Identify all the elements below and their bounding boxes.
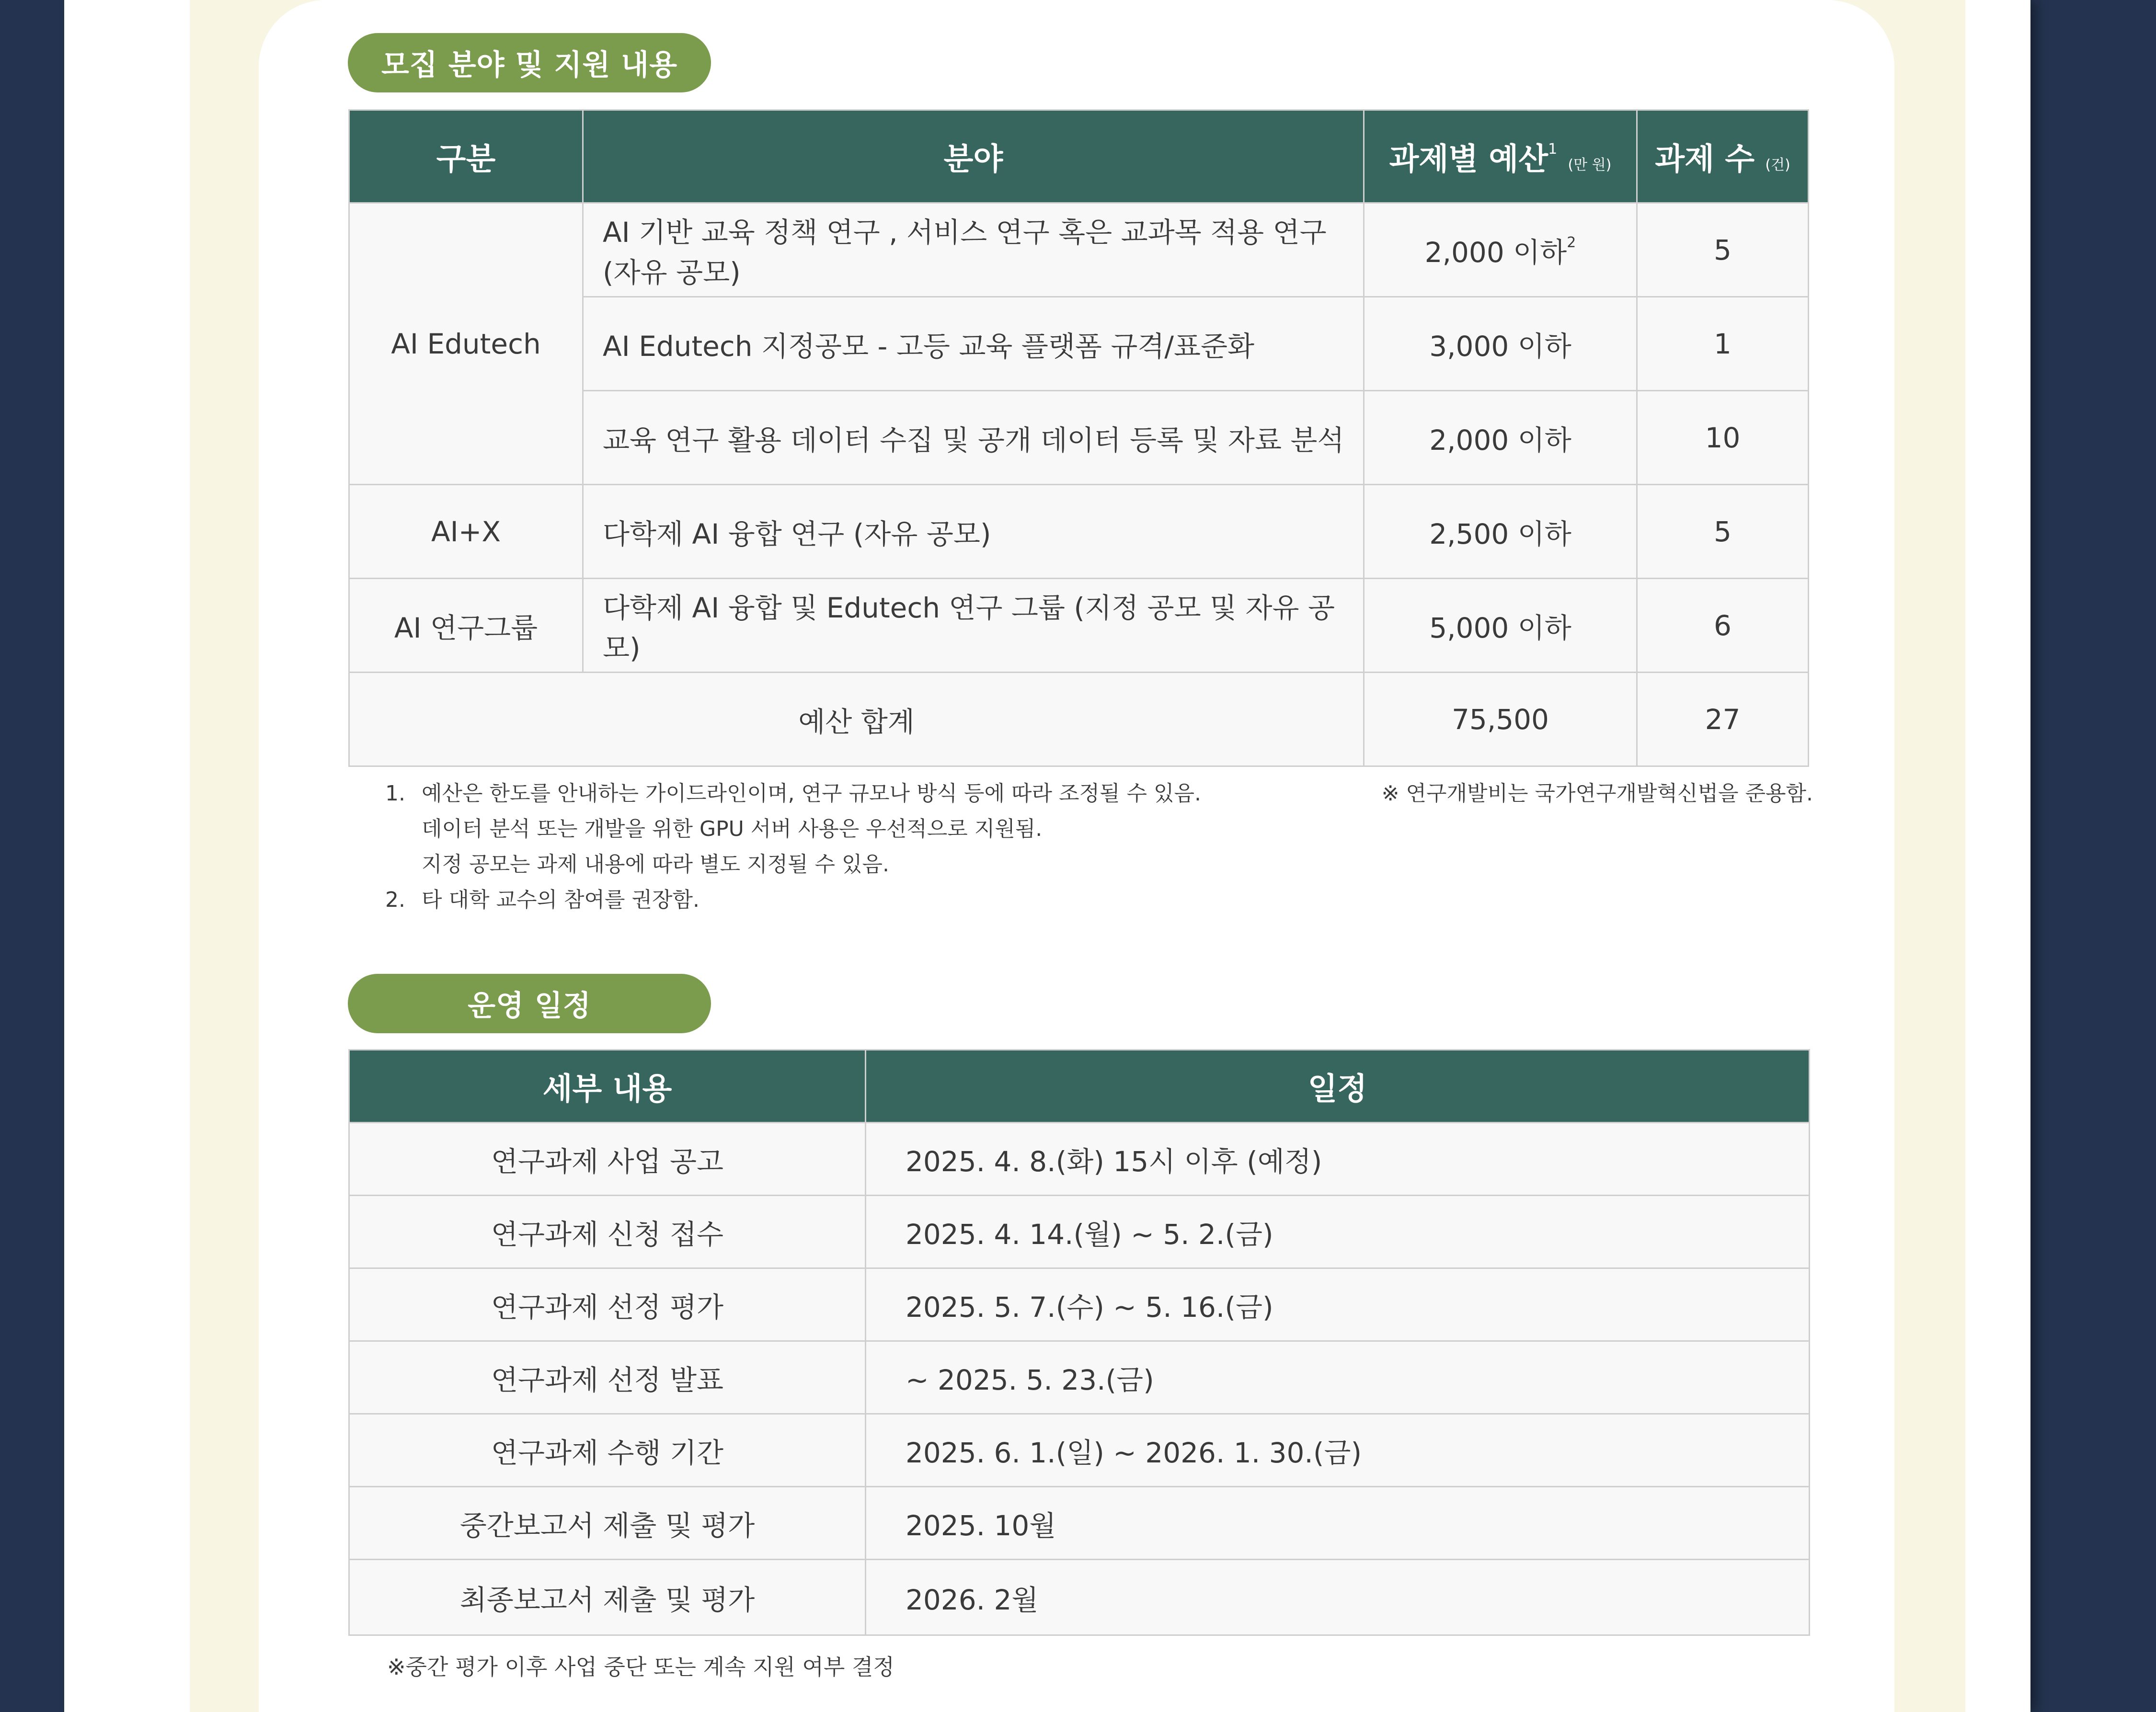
note-number: 1. [385, 781, 405, 806]
schedule-cell: ~ 2025. 5. 23.(금) [866, 1341, 1810, 1414]
budget-cell: 5,000 이하 [1364, 579, 1637, 673]
table-row [349, 1196, 1810, 1268]
schedule-cell: 2025. 10월 [866, 1487, 1810, 1560]
table-row [349, 1123, 1810, 1196]
note-text: 예산은 한도를 안내하는 가이드라인이며, 연구 규모나 방식 등에 따라 조정될 수 있음. [422, 781, 1201, 806]
schedule-cell: 2025. 6. 1.(일) ~ 2026. 1. 30.(금) [866, 1414, 1810, 1487]
total-row [349, 673, 1809, 766]
count-cell: 5 [1637, 203, 1809, 297]
field-cell: AI Edutech 지정공모 - 고등 교육 플랫폼 규격/표준화 [583, 297, 1364, 391]
schedule-table [348, 1049, 1810, 1636]
field-cell: 교육 연구 활용 데이터 수집 및 공개 데이터 등록 및 자료 분석 [583, 391, 1364, 485]
count-cell: 6 [1637, 579, 1809, 673]
category-cell: AI+X [349, 485, 583, 579]
total-budget: 75,500 [1364, 673, 1637, 766]
schedule-footnote: ※중간 평가 이후 사업 중단 또는 계속 지원 여부 결정 [387, 1654, 895, 1680]
budget-cell: 2,000 이하 [1364, 391, 1637, 485]
note-number [385, 811, 422, 847]
table-row [349, 1414, 1810, 1487]
table-row [349, 1268, 1810, 1341]
header-budget [1364, 110, 1637, 203]
table-row [349, 203, 1809, 297]
budget-cell: 3,000 이하 [1364, 297, 1637, 391]
schedule-cell: 2025. 5. 7.(수) ~ 5. 16.(금) [866, 1268, 1810, 1341]
note-number: 2. [385, 888, 405, 912]
total-count: 27 [1637, 673, 1809, 766]
section-title-recruitment: 모집 분야 및 지원 내용 [348, 33, 711, 92]
table-row [349, 1560, 1810, 1635]
table-header-row [349, 110, 1809, 203]
budget-notes [385, 776, 1813, 918]
schedule-cell: 2026. 2월 [866, 1560, 1810, 1635]
header-count-label: 과제 수 [1655, 141, 1755, 177]
detail-cell: 최종보고서 제출 및 평가 [349, 1560, 866, 1635]
detail-cell: 연구과제 수행 기간 [349, 1414, 866, 1487]
header-category: 구분 [349, 110, 583, 203]
detail-cell: 연구과제 신청 접수 [349, 1196, 866, 1268]
field-cell: AI 기반 교육 정책 연구 , 서비스 연구 혹은 교과목 적용 연구(자유 공모) [583, 203, 1364, 297]
section-title-schedule: 운영 일정 [348, 974, 711, 1033]
count-cell: 5 [1637, 485, 1809, 579]
field-cell: 다학제 AI 융합 연구 (자유 공모) [583, 485, 1364, 579]
note-number [385, 847, 422, 882]
note-item [385, 847, 1813, 882]
category-cell: AI Edutech [349, 203, 583, 485]
detail-cell: 연구과제 선정 발표 [349, 1341, 866, 1414]
table-row [349, 1341, 1810, 1414]
schedule-cell: 2025. 4. 8.(화) 15시 이후 (예정) [866, 1123, 1810, 1196]
total-label: 예산 합계 [349, 673, 1364, 766]
budget-cell: 2,500 이하 [1364, 485, 1637, 579]
detail-cell: 연구과제 사업 공고 [349, 1123, 866, 1196]
header-budget-label: 과제별 예산 [1389, 141, 1548, 177]
detail-cell: 연구과제 선정 평가 [349, 1268, 866, 1341]
count-cell: 10 [1637, 391, 1809, 485]
header-count [1637, 110, 1809, 203]
table-row [349, 485, 1809, 579]
category-cell: AI 연구그룹 [349, 579, 583, 673]
table-row [349, 1487, 1810, 1560]
header-count-unit: (건) [1765, 156, 1790, 173]
detail-cell: 중간보고서 제출 및 평가 [349, 1487, 866, 1560]
budget-sup: 2 [1567, 234, 1576, 251]
recruitment-table [348, 109, 1809, 767]
header-field: 분야 [583, 110, 1364, 203]
note-text: 데이터 분석 또는 개발을 위한 GPU 서버 사용은 우선적으로 지원됨. [422, 817, 1043, 841]
budget-cell [1364, 203, 1637, 297]
header-detail: 세부 내용 [349, 1050, 866, 1123]
header-schedule: 일정 [866, 1050, 1810, 1123]
note-item [385, 882, 1813, 918]
count-cell: 1 [1637, 297, 1809, 391]
header-budget-unit: (만 원) [1568, 156, 1612, 173]
note-item [385, 811, 1813, 847]
field-cell: 다학제 AI 융합 및 Edutech 연구 그룹 (지정 공모 및 자유 공모) [583, 579, 1364, 673]
budget-value: 2,000 이하 [1424, 236, 1567, 269]
table-header-row [349, 1050, 1810, 1123]
table-row [349, 579, 1809, 673]
header-budget-sup: 1 [1548, 141, 1558, 158]
schedule-cell: 2025. 4. 14.(월) ~ 5. 2.(금) [866, 1196, 1810, 1268]
note-text: 지정 공모는 과제 내용에 따라 별도 지정될 수 있음. [422, 852, 889, 877]
legal-note: ※ 연구개발비는 국가연구개발혁신법을 준용함. [1381, 781, 1813, 806]
note-text: 타 대학 교수의 참여를 권장함. [422, 888, 700, 912]
